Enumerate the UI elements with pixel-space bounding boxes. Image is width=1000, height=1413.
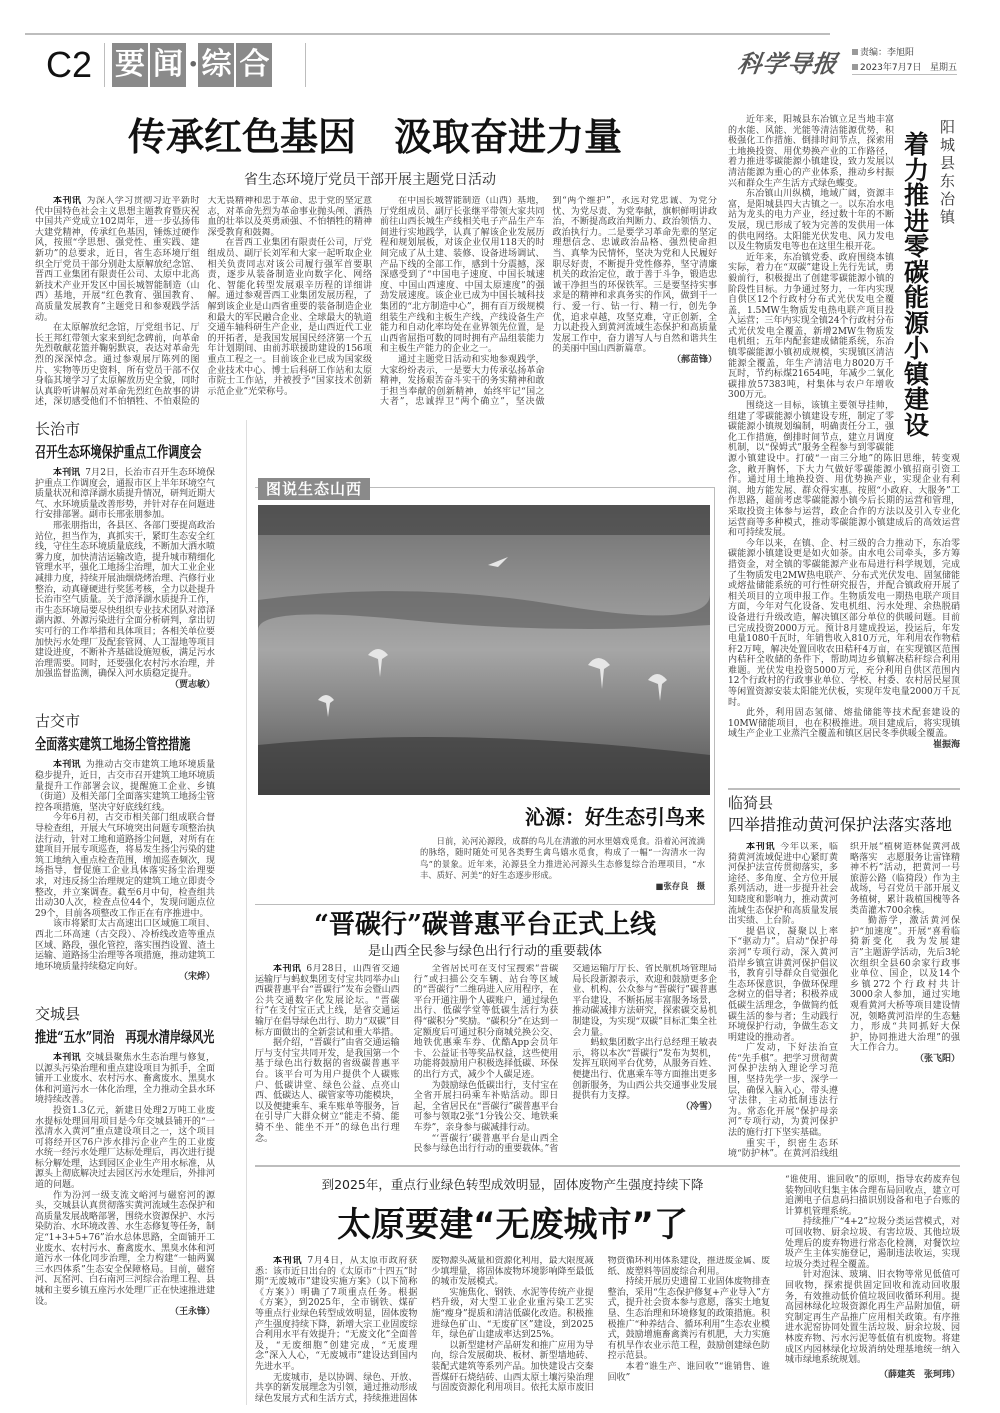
section-char: 闻 [150, 43, 186, 87]
masthead-divider [305, 43, 306, 87]
caption-text: 日前，沁河沁源段，成群的鸟儿在清澈的河水里嬉戏觅食。沿着沁河流淌的脉络，随时随处可见各类野生禽鸟嬉水觅食，构成了一幅“一沟清水一沟鸟”的景象。近年来，沁源县全力推进沁河源头生态修复综合治理项目，“水丰、质好、河美”的好生态逐步形成。 [420, 836, 705, 880]
jintanxing-subtitle: 是山西全民参与绿色出行行动的重要载体 [367, 944, 602, 959]
paragraph: 持续开展历史遗留工业固体废物排查整治，采用“生态保护修复+产业导入”方式，提升社会资本参与意愿，落实土地复垦、生态治理和环境修复的政策措施。积极推广“种养结合、循环利用”生态农业模式，鼓励增施畜禽粪污有机肥，大力实施有机旱作农业示范工程，鼓励创建绿色防控示范县。 [607, 1277, 770, 1362]
paragraph: 据介绍，“晋碳行”由省交通运输厅与支付宝共同开发，是我国第一个基于绿色出行数据的省级碳普惠平台。该平台可为用户提供个人碳账户、低碳讲堂、绿色公益、点亮山西、低碳达人、碳管家等功能模块，以及便捷乘车、乘车账单等服务，旨在引导广大群众树立“能走不骑、能骑不坐、能坐不开”的绿色出行理念。 [255, 1038, 400, 1144]
author: （冷雪） [680, 1101, 717, 1112]
paragraph: 以新型建材产品研发和推广应用为导向，综合发展砌块、板材、新型墙地砖、装配式建筑等系列产品。加快建设古交秦晋煤矸石烧结砖、山西太原土壤污染治理与固废资源化利用项目。依托太原市废旧物资循环利用体系建设，推进废金属、废纸、废塑料等固废综合利用。 [431, 1256, 770, 1394]
paragraph: 在中国长城智能制造（山西）基地，厅党组成员、副厅长张继平带领大家共同前往山西长城生产线相关电子产品生产车间进行实地践学，认真了解该企业发展历程和规划展板，对该企业仅用118天的时间完成了从土建、装修、设备进场调试、产品下线的全部工作，感到十分震撼，深深感受到了“中国电子速度、中国长城速度、中国山西速度、中国太原速度”的强劲发展速度。该企业已成为中国长城科技集团的“北方制造中心”，拥有百万级规模组装生产线和主板生产线，产线设备生产能力和自动化率均处在业界领先位置，是山西省屈指可数的同时拥有产品组装能力和主板生产能力的企业之一。 [380, 196, 545, 355]
paragraph: “谁使用、谁回收”的原则，指导农药废弃包装物回收归集主体合理布局回收点，建立可追溯电子信息码扫描识别设备和电子台账的计算机管理系统。 [785, 1175, 960, 1217]
paragraph: 为鼓励绿色低碳出行，支付宝在全省开展扫码乘车补贴活动。即日起，全省居民在“晋碳行”碳普惠平台可参与领取2张“1分钱公交、地铁乘车券”，亲身参与碳减排行动。 [413, 1080, 559, 1133]
column-divider [246, 420, 247, 1405]
paragraph: 近年来，东冶镇党委、政府围绕本镇实际，着力在“双碳”建设上先行先试，勇毅前行，积极提出了创建零碳能源小镇的阶段性目标。力争通过努力，一年内实现自供区12个行政村分布式光伏发电全覆盖，1.5MW生物质发电热电联产项目投入运营；三年内实现全镇24个行政村分布式光伏发电全覆盖，新增2MW生物质发电机组；五年内配套建成储能系统，东冶镇零碳能源小镇初成规模，实现镇区清洁能源全覆盖，年生产清洁电力8020万千瓦时，节约标煤21654吨，年减少二氧化碳排放57383吨，村集体与农户年增收300万元。 [728, 252, 894, 401]
top-rule [25, 33, 830, 35]
gujiao-body [35, 760, 215, 982]
jiaocheng-kicker: 交城县 [35, 1004, 81, 1023]
paragraph: 持续推广“4+2”垃圾分类运营模式，对可回收物、厨余垃圾、有害垃圾、其他垃圾处理后的废弃物进行常态化检测，对餐饮垃圾产生主体实施登记，遏制违法收运，实现垃圾分类过程全覆盖。 [785, 1217, 960, 1270]
paragraph: 实施焦化、钢铁、水泥等传统产业提档升级，对大型工业企业重污染工艺实施“瘦身”提质和清洁低碳化改造。积极推进绿色矿山、“无废矿区”建设，到2025年，绿色矿山建成率达到25%。 [431, 1287, 594, 1341]
paragraph: 今年6月初，古交市相关部门组成联合督导检查组，开展大气环境突出问题专项整治执法行动，针对工地和道路扬尘问题，对所有在建项目开展专项巡查，将易发生扬尘污染的建筑工地纳入重点检查范围，增加巡查频次，现场指导，督促施工企业具体落实扬尘治理要求，对违反扬尘治理规定的建筑工地立即责令整改，并立案调查。截至6月中旬，检查组共出动30人次，检查点位44个，发现问题点位29个，目前各项整改工作正在有序推进中。 [35, 813, 216, 919]
paragraph: 该市将紧盯太古高速出口区域施工项目、西北二环高速（古交段）、冷桥线改造等重点区域、路段，强化管控，落实围挡设置、渣土运输、道路扬尘治理等各项措施，推动建筑工地环境质量持续稳定向好。 [35, 919, 216, 972]
top-article-body [35, 196, 717, 411]
section-divider [728, 788, 960, 790]
taiyuan-title: 太原要建“无废城市”了 [337, 1205, 688, 1245]
paragraph: 广发动，下好法治宣传“先手棋”。把学习贯彻黄河保护法纳入理论学习范围，坚持先学一步、深学一层，确保入脑入心，带头遵守法律，主动抵制违法行为。常态化开展“保护母亲河”专项行动，为黄河保护法的施行打下坚实基础。 [728, 1043, 838, 1139]
title-spacer [894, 115, 960, 445]
left-column [35, 420, 215, 1318]
paragraph: 提倡议，凝聚以上率下“驱动力”。启动“保护母亲河”专项行动，深入黄河沿岸乡镇宣讲黄河保护倡议书，教育引导群众自觉强化生态环保意识，争做环保理念树立的倡导者；积极养成低碳生活理念，争做简约低碳生活的参与者；生动践行环境保护行动，争做生态文明建设的推动者。 [728, 926, 838, 1043]
jiaocheng-body [35, 1053, 215, 1318]
issue-date: 2023年7月7日 [860, 63, 922, 73]
paragraph: 无废城市，是以协调、绿色、开放、共享的新发展理念为引领，通过推动形成绿色发展方式和生活方式，持续推进固体废物源头减量和资源化利用，最大限度减少填埋量，将固体废物环境影响降至最低的城市发展模式。 [255, 1256, 594, 1404]
date-underline [852, 74, 957, 75]
photo-credit: ■张存良 摄 [655, 881, 705, 892]
linyi-body [728, 842, 960, 1160]
paragraph: 本着“谁生产、谁回收”“谁销售、谁回收” [607, 1361, 770, 1383]
paragraph: 在晋西工业集团有限责任公司，厅党组成员、副厅长刘军和大家一起听取企业相关负责同志对该公司履行强军首要职责，逐步从装备制造业向数字化、网络化、智能化转型发展艰辛历程的详细讲解。通过参观晋西工业集团发展历程，了解到该企业是山西省重要的装备制造企业和最大的军民融合企业、全球最大的轨道交通车轴科研生产企业，是山西近代工业的开拓者，是我国发展国民经济第一个五年计划期间、由前苏联援助建设的156项重点工程之一。目前该企业已成为国家级企业技术中心、博士后科研工作站和太原市院士工作站，并被授予“国家技术创新示范企业”光荣称号。 [207, 238, 372, 397]
section-char: 合 [236, 43, 272, 87]
paragraph: 作为汾河一级支流文峪河与磁窑河的源头，交城县认真贯彻落实黄河流域生态保护和高质量发展战略部署，围绕水资源保护、水污染防治、水环境改善、水生态修复等任务，制定“1+3+5+76”治水总体思路，全面铺开工业废水、农村污水、畜禽废水、黑臭水体和河道污水一体化同步治理，全力构建“一轴两翼三水四体系”生态安全保障格局。目前，磁窑河、瓦窑河、白石南河三河综合治理工程、县城和主要乡镇五座污水处理厂正在快速推进建设。 [35, 1190, 216, 1307]
paragraph: 本刊讯 为推动古交市建筑工地环境质量稳步提升，近日，古交市召开建筑工地环境质量提升工作部署会议，提醒施工企业、乡镇（街道）及相关部门全面落实建筑工地扬尘管控各项措施，坚决守好底线红线。 [35, 760, 216, 813]
weekday: 星期五 [929, 63, 957, 73]
section-divider [255, 1165, 960, 1167]
editor: 责编：李旭阳 [860, 48, 915, 58]
section-dot: · [188, 47, 199, 82]
paragraph: 勤游学，激活黄河保护“加速度”。开展“喜看临猗新变化 我为发展建言”主题游学活动，先后3轮次组织全县60余家行政事业单位、国企，以及14个乡镇272个行政村共计3000余人参加，通过实地观看黄河大桥等项目建设情况，领略黄河沿岸的生态魅力，形成“共同抓好大保护，协同推进大治理”的强大工作合力。 [850, 916, 960, 1054]
jintanxing-body [255, 964, 717, 1160]
paragraph: 在太原解放纪念馆，厅党组书记、厅长王邦红带领大家来到纪念碑前，向革命先烈敬献花篮并鞠躬默哀，表达对革命先烈的深深悼念。通过参观展厅陈列的图片、实物等历史资料，所有党员干部不仅身临其境学习了太原解放历史全貌，同时认真聆听讲解员对革命先烈红色故事的讲述，深切感受他们不怕牺牲、不怕艰险的大无畏精神和忠于革命、忠于党的坚定意志，对革命先烈为革命事业抛头颅、洒热血的壮举以及英勇顽强、不怕牺牲的精神深受教育和鼓舞。 [35, 196, 372, 408]
paragraph: 针对泡沫、玻璃、旧衣物等常见低值可回收物，探索提供固定回收和流动回收服务，有效推动低价值垃圾回收循环利用。提高园林绿化垃圾资源化再生产品附加值，研究制定再生产品推广应用相关政策。有序推进水泥窑协同处置生活垃圾、厨余垃圾、园林废弃物、污水污泥等低值有机废物。将建成区内园林绿化垃圾消纳处理基地统一纳入城市绿地系统规划。 [785, 1270, 960, 1366]
author: （薛建英 张珂玮） [878, 1369, 960, 1380]
paragraph: 本刊讯 为深入学习贯彻习近平新时代中国特色社会主义思想主题教育暨庆祝中国共产党成立102周年，进一步弘扬伟大建党精神，传承红色基因，锤炼过硬作风，按照“学思想、强党性、重实践、建新功”的总要求，近日，省生态环境厅组织全厅党员干部分别赴太原解放纪念馆、晋西工业集团有限责任公司、太原中北高新技术产业开发区中国长城智能制造（山西）基地，开展“红色教育、强国教育、高质量发展教育”主题党日和参观践学活动。 [35, 196, 200, 323]
jintanxing-title: “晋碳行”碳普惠平台正式上线 [314, 910, 656, 940]
paragraph: 本刊讯 今年以来，临猗黄河流域促进中心紧盯黄河保护法宣传贯彻落实，多途径、多角度、全方位开展系列活动，进一步提升社会知晓度和影响力，推动黄河流域生态保护和高质量发展出实绩、上台阶。 [728, 842, 838, 927]
dongye-body [728, 115, 960, 751]
paragraph: 本刊讯 7月2日，长治市召开生态环境保护重点工作调度会，通报市区上半年环境空气质量状况和漳泽湖水质提升情况，研判近期大气、水环境质量改善形势，并针对存在问题进行安排部署。副市长邢张朋参加。 [35, 468, 216, 521]
taiyuan-body-right [785, 1175, 960, 1380]
egret-photo [258, 505, 710, 795]
paragraph: 围绕这一目标，该镇主要领导挂帅，组建了零碳能源小镇建设专班，制定了零碳能源小镇规划编制，明确责任分工，强化工作措施，倒排时间节点，建立月调度机制，以“保姆式”服务全程参与到零碳能源小镇建设中。打破“一亩三分地”的陈旧思维，转变观念，敞开胸怀，下大力气做好零碳能源小镇招商引资工作。通过用土地换投资、用优势换产业，实现企业有利润、地方能发展、群众得实惠。按照“小政府、大服务”工作思路，超前考虑零碳能源小镇今后长期的运营和管理，采取投资主体参与运营，政企合作的方法以及引入专业化运营商等多种模式，推动零碳能源小镇建成后的高效运营和可持续发展。 [728, 401, 960, 539]
editor-line [852, 45, 914, 58]
paragraph: 本刊讯 6月28日，山西省交通运输厅与蚂蚁集团支付宝共同举办山西碳普惠平台“晋碳行”发布会暨山西公共交通数字化发展论坛。“晋碳行”在支付宝正式上线，是省交通运输厅在倡导绿色出行、助力“双碳”目标方面做出的全新尝试和重大举措。 [255, 964, 400, 1038]
date-line [852, 60, 957, 73]
author: （贾志敏） [169, 679, 215, 690]
paragraph: 蚂蚁集团数字出行总经理王敏表示，将以本次“晋碳行”发布为契机，发挥互联网平台优势，从服务百姓、便捷出行、优惠乘车等方面推出更多创新服务，为山西公共交通事业发展提供有力支撑。 [572, 1038, 717, 1102]
paragraph: 近年来，阳城县东冶镇立足当地丰富的水能、风能、光能等清洁能源优势，积极强化工作措施、倒排时间节点，探索用土地换投资、用优势换产业的工作路径，着力推进零碳能源小镇建设，致力发展以清洁能源为重心的产业体系，推动乡村振兴和群众生产生活方式绿色蝶变。 [728, 115, 894, 189]
paragraph: 今年以来，在镇、企、村三级的合力推动下，东冶零碳能源小镇建设更是如火如荼。由水电公司牵头，多方筹措资金，对全镇的零碳能源产业布局进行科学规划，完成了生物质发电2MW热电联产、分布式光伏发电、固氢储能或熔盐储能系统的可行性研究报告，并配合镇政府开展了相关项目的立项申报工作。生物质发电一期热电联产项目方面，今年对气化设备、发电机组、污水处理、余热脱硝设备进行升级改造，解决镇区部分单位的供暖问题。目前已完成投资2000万元。预计8月建成投运，投运后，年发电量1080千瓦时，年销售收入810万元，年利用农作物秸秆2万吨，解决处置回收农田秸秆4万亩，在实现镇区范围内秸秆全收储的条件下，帮助周边乡镇解决秸秆综合利用难题。光伏发电投资5000万元，充分利用自供区范围内12个行政村的行政事业单位、学校、村委、农村居民屋顶等闲置资源安装太阳能光伏板，实现年发电量2000万千瓦时。 [728, 538, 960, 708]
gujiao-kicker: 古交市 [35, 712, 81, 731]
linyi-kicker: 临猗县 [728, 794, 774, 812]
paragraph: “‘晋碳行’碳普惠平台是山西全民参与绿色出行行动的重要载体。”省交通运输厅厅长、省民航机场管理局局长段新源表示，欢迎和鼓励更多企业、机构、公众参与“晋碳行”碳普惠平台建设，不断拓展丰富服务场景，推动碳减排方法研究，探索碳交易机制建设，为实现“双碳”目标汇集全社会力量。 [413, 964, 717, 1155]
paragraph: 本刊讯 7月4日，从太原市政府获悉：该市近日出台的《太原市“十四五”时期“无废城市”建设实施方案》（以下简称《方案》）明确了7项重点任务。根据《方案》，到2025年，全市钢铁、煤矿等重点行业绿色转型成效明显，固体废物产生强度持续下降，新增大宗工业固废综合利用水平有效提升；“无废文化”全面普及，“无废细胞”创建完成，“无废理念”深入人心，“无废城市”建设达到国内先进水平。 [255, 1256, 418, 1372]
changzhi-body [35, 468, 215, 690]
taiyuan-subtitle: 到2025年，重点行业绿色转型成效明显，固体废物产生强度持续下降 [321, 1177, 704, 1192]
taiyuan-body [255, 1256, 770, 1408]
paragraph: 此外，利用固态氢储、熔盐储能等技术配套建设的10MW储能项目，也在积极推进。项目建成后，将实现镇域生产企业工业蒸汽全覆盖和镇区居民冬季供暖全覆盖。 [728, 708, 960, 740]
section-char: 要 [112, 43, 148, 87]
author: （郝苗锋） [671, 354, 717, 365]
photo-caption [420, 836, 705, 892]
paragraph: 全省居民可在支付宝搜索“晋碳行”或扫描公交车辆、站台等区域的“晋碳行”二维码进入应用程序，在平台开通注册个人碳账户，通过绿色出行、低碳学堂等低碳生活行为获得“碳积分”奖励。“碳积分”在达到一定额度后可通过积分商城兑换公交、地铁优惠乘车券、优酷App会员年卡、公益证书等奖品权益，这些使用功能将鼓励用户积极选择低碳、环保的出行方式，减少个人碳足迹。 [413, 964, 559, 1080]
byline-lead: 本刊讯 [53, 196, 82, 206]
author: （宋烨） [178, 972, 215, 983]
author: （张飞阳） [914, 1053, 960, 1064]
newspaper-logo: 科学导报 [735, 49, 840, 78]
jiaocheng-title: 推进“五水”同治 再现水清岸绿风光 [35, 1027, 215, 1046]
paragraph: 投资1.3亿元，新建日处理2万吨工业废水提标处理回用项目是今年交城县铺开的“一泓清水入黄河”重点建设项目之一，这个项目可将经开区76户涉水排污企业产生的工业废水统一经污水处理厂达标处理后，再次进行提标分解处理，达到园区企业生产用水标准，从源头上彻底解决过去园区污水处理后，外排河道的问题。 [35, 1105, 216, 1191]
page-number: C2 [46, 44, 93, 85]
dongye-kicker: 阳城县东冶镇 [940, 118, 956, 226]
section-char: 综 [198, 43, 234, 87]
author: （王永锋） [169, 1307, 215, 1318]
paragraph: 东冶镇山川纵横，地域广阔，资源丰富，是阳城县四大古镇之一。以东冶水电站为龙头的电力产业，经过数十年的不断发展，现已形成了较为完善的发供用一体的供电网络。太阳能光伏发电、风力发电以及生物质发电等也在这里生根开花。 [728, 189, 894, 253]
top-article-title: 传承红色基因 汲取奋进力量 [127, 115, 622, 159]
paragraph: 本刊讯 交城县聚焦水生态治理与修复，以源头污染治理和重点建设项目为抓手，全面铺开工业废水、农村污水、畜禽废水、黑臭水体和河道污水一体化治理，全力推动全县水环境持续改善。 [35, 1052, 216, 1106]
paragraph: 重实干，织密生态环境“防护林”。在黄河沿线组织开展“植树造林促黄河战略落实 志愿服务让雷锋精神不朽”活动，把黄河一号旅游公路（临猗段）作为主战场，号召党员干部开展义务植树，累计栽植国槐等各类苗灌木700余株。 [728, 842, 960, 1160]
photo-title: 沁源：好生态引鸟来 [525, 805, 705, 829]
changzhi-title: 召开生态环境保护重点工作调度会 [35, 443, 202, 461]
dongye-title: 着力推进零碳能源小镇建设 [904, 130, 930, 440]
linyi-title: 四举措推动黄河保护法落实落地 [728, 815, 953, 834]
author: 崔振海 [932, 740, 960, 751]
photo-feature-label: 图说生态山西 [258, 478, 370, 500]
gujiao-title: 全面落实建筑工地扬尘管控措施 [35, 735, 191, 754]
changzhi-kicker: 长治市 [35, 420, 81, 438]
paragraph: 通过主题党日活动和实地参观践学，大家纷纷表示，一是要大力传承弘扬革命精神，发扬艰苦奋斗实干的务实精神和敢于担当奉献的创新精神，始终牢记“国之大者”，忠诚捍卫“两个确立”，坚决做到“两个维护”，永远对党忠诚、为党分忧、为党尽责、为党奉献，旗帜鲜明讲政治，不断提高政治判断力、政治领悟力、政治执行力。二是要学习革命先辈的坚定理想信念、忠诚政治品格、强烈使命担当、真挚为民情怀，坚决为党和人民履好职尽好责，不断提升党性修养，坚守清廉机关的政治定位，敢于善于斗争，锻造忠诚干净担当的环保铁军。三是要坚持实事求是的精神和求真务实的作风，做到干一行、爱一行、钻一行、精一行，创先争优，追求卓越，攻坚克难，守正创新，全力以赴投入到黄河流域生态保护和高质量发展工作中，奋力谱写人与自然和谐共生的美丽中国山西新篇章。 [380, 196, 717, 408]
far-bank [258, 505, 710, 535]
masthead-divider [104, 43, 105, 87]
section-tag [112, 43, 274, 87]
top-article-subtitle: 省生态环境厅党员干部开展主题党日活动 [244, 172, 496, 188]
paragraph: 邢张朋指出，各县区、各部门要提高政治站位，担当作为，真抓实干，紧盯生态安全红线，守住生态环境质量底线，不断加大洒水喷雾力度，加快清洁运输改造，提升城市精细化管理水平，强化工地扬尘治理，加大工业企业减排力度，持续开展油烟烧烤治理、汽修行业整治，动真碰硬进行奖惩考核，全力以赴提升长治市空气质量。关于漳泽湖水质提升工作，市生态环境局要尽快组织专业技术团队对漳泽湖内源、外源污染进行全面分析研判，拿出切实可行的工作举措和具体项目；各相关单位要加快污水处理厂及配套管网、人工湿地等项目建设进度，不断补齐基础设施短板，满足污水治理需要。同时，还要强化农村污水治理，并加强监督监测，确保入河水质稳定提升。 [35, 520, 216, 680]
